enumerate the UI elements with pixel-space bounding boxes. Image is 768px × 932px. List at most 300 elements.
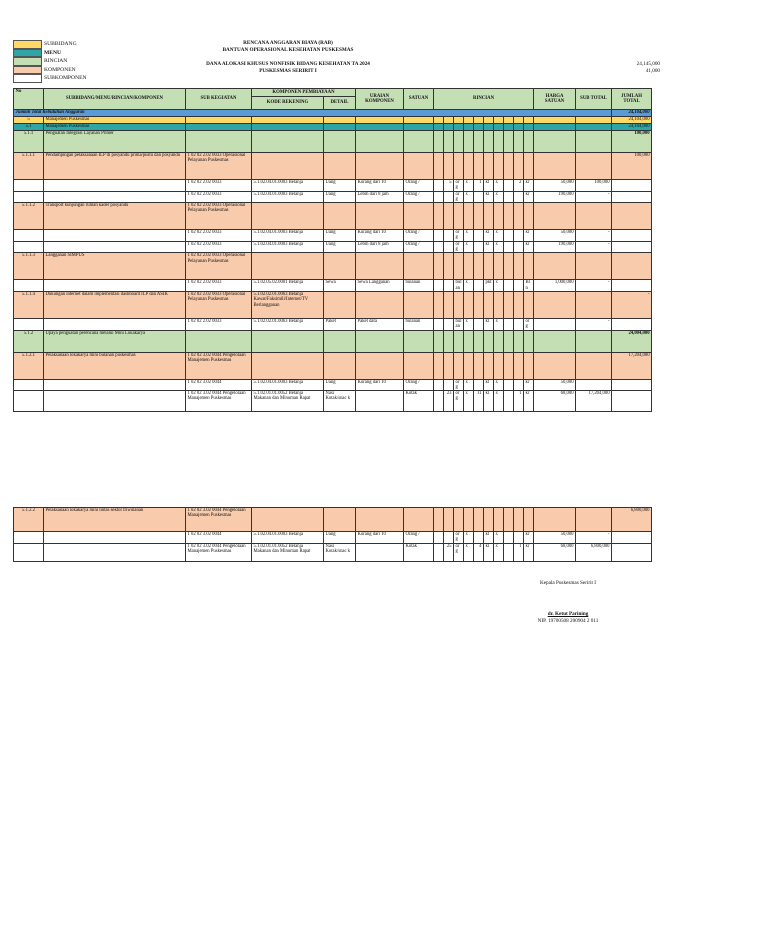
rincian-cell (524, 253, 534, 280)
rincian-cell (504, 131, 514, 153)
uraian-cell: Paket data (356, 318, 404, 330)
rincian-cell (514, 124, 524, 131)
detail-cell (324, 508, 356, 532)
rincian-cell (434, 291, 444, 318)
table-row-komponen (14, 203, 652, 230)
rincian-cell (514, 318, 524, 330)
document-title (168, 40, 408, 54)
rincian-cell (474, 253, 484, 280)
uraian-cell (356, 117, 404, 124)
legend-swatch (13, 74, 42, 83)
sub-kegiatan-cell (186, 131, 252, 153)
row-number: 5.1.1.4 (14, 291, 44, 318)
row-number: 5.1.1 (14, 131, 44, 153)
header-sub-total: SUB TOTAL (576, 89, 612, 110)
rincian-cell (474, 117, 484, 124)
header-satuan: SATUAN (404, 89, 434, 110)
rincian-cell (494, 203, 504, 230)
rincian-cell (444, 124, 454, 131)
satuan-cell: Orang / (404, 191, 434, 203)
row-name (44, 241, 186, 253)
rincian-cell (454, 253, 464, 280)
sub-total-cell: - (576, 191, 612, 203)
rincian-cell (484, 117, 494, 124)
rincian-cell: x (494, 280, 504, 292)
rincian-cell (484, 352, 494, 379)
rincian-cell: 4 (474, 543, 484, 561)
rincian-cell (514, 352, 524, 379)
rincian-cell (514, 203, 524, 230)
color-legend (13, 40, 87, 83)
row-number (14, 391, 44, 412)
rincian-cell (504, 330, 514, 352)
rincian-cell: kr (524, 241, 534, 253)
rincian-cell (444, 153, 454, 180)
jumlah-total-cell (612, 391, 652, 412)
rincian-cell (454, 203, 464, 230)
rincian-cell (444, 508, 454, 532)
header-komponen-pembiayaan: KOMPONEN PEMBIAYAAN (252, 89, 356, 97)
sub-kegiatan-cell: 1 02 02 3.02 0044 Pengelolaan Manajemen Puskesmas (186, 543, 252, 561)
total-label: Jumlah Total Kebutuhan Anggaran (14, 110, 612, 117)
sub-total-cell: - (576, 280, 612, 292)
detail-cell (324, 291, 356, 318)
jumlah-total-cell (612, 379, 652, 391)
rincian-cell (504, 291, 514, 318)
kode-rekening-cell: 5.1.02.01.01.0052 Belanja Makanan dan Minuman Rapat (252, 391, 324, 412)
table-row-sub (14, 230, 652, 242)
detail-cell: Uang (324, 379, 356, 391)
sub-total-cell: 17,204,000 (576, 391, 612, 412)
rincian-cell (504, 117, 514, 124)
harga-satuan-cell: 190,000 (534, 191, 576, 203)
legend-item (13, 40, 87, 49)
rincian-cell (454, 330, 464, 352)
signature-nip: NIP. 19700508 200904 2 011 (537, 618, 599, 624)
row-number: 5.1.1.2 (14, 203, 44, 230)
rincian-cell: x (494, 379, 504, 391)
rincian-cell: kr (524, 180, 534, 192)
sub-kegiatan-cell: 1 02 02 2.02 0033 (186, 280, 252, 292)
rincian-cell: x (494, 230, 504, 242)
sub-kegiatan-cell: 1 02 02 3.02 0044 Pengelolaan Manajemen Puskesmas (186, 391, 252, 412)
rincian-cell (434, 191, 444, 203)
detail-cell: Uang (324, 191, 356, 203)
harga-satuan-cell: 1,000,000 (534, 280, 576, 292)
rincian-cell (474, 124, 484, 131)
rincian-cell (524, 153, 534, 180)
rincian-cell (454, 117, 464, 124)
sub-total-cell: 100,000 (576, 180, 612, 192)
kode-rekening-cell (252, 508, 324, 532)
legend-swatch (13, 66, 42, 75)
table-row-menu (14, 124, 652, 131)
jumlah-total-cell (612, 180, 652, 192)
jumlah-total-cell (612, 241, 652, 253)
rincian-cell (474, 230, 484, 242)
rincian-cell (444, 291, 454, 318)
rincian-cell: kl (484, 241, 494, 253)
rincian-cell (444, 230, 454, 242)
rincian-cell: 23 (444, 391, 454, 412)
title-line-3: DANA ALOKASI KHUSUS NONFISIK BIDANG KESEHATAN TA 2024 (206, 61, 370, 67)
rincian-cell: pkt (484, 280, 494, 292)
row-number: 5.1.1.1 (14, 153, 44, 180)
rincian-cell (494, 330, 504, 352)
kode-rekening-cell: 5.1.02.04.01.0003 Belanja (252, 230, 324, 242)
rincian-cell (454, 153, 464, 180)
rincian-cell (474, 352, 484, 379)
satuan-cell (404, 124, 434, 131)
rincian-cell (434, 180, 444, 192)
rincian-cell (524, 131, 534, 153)
harga-satuan-cell: 68,000 (534, 543, 576, 561)
rincian-cell (444, 352, 454, 379)
sub-kegiatan-cell: 1 02 02 2.02 0033 Operasional Pelayanan Puskesmas (186, 203, 252, 230)
rincian-cell (474, 330, 484, 352)
rincian-cell (474, 153, 484, 180)
kode-rekening-cell (252, 330, 324, 352)
jumlah-total-cell: 6,800,000 (612, 508, 652, 532)
rincian-cell (434, 253, 444, 280)
rincian-cell (464, 203, 474, 230)
uraian-cell (356, 153, 404, 180)
uraian-cell: Kurang dari 10 (356, 532, 404, 544)
rincian-cell (504, 203, 514, 230)
rincian-cell (464, 117, 474, 124)
rincian-cell (514, 117, 524, 124)
harga-satuan-cell (534, 508, 576, 532)
rincian-cell (434, 230, 444, 242)
rincian-cell (464, 253, 474, 280)
legend-swatch (13, 57, 42, 66)
rincian-cell: org (454, 230, 464, 242)
satuan-cell: Kotak (404, 391, 434, 412)
row-number: 5.1.2 (14, 330, 44, 352)
rincian-cell (444, 253, 454, 280)
satuan-cell (404, 153, 434, 180)
summary-values (637, 61, 660, 75)
table-row-sub (14, 241, 652, 253)
legend-label: RINCIAN (44, 58, 68, 65)
harga-satuan-cell (534, 203, 576, 230)
rincian-cell: org (454, 543, 464, 561)
rincian-cell (474, 291, 484, 318)
rincian-cell (474, 241, 484, 253)
rincian-cell: kl (484, 180, 494, 192)
rincian-cell (524, 203, 534, 230)
legend-label: SUBBIDANG (44, 41, 77, 47)
rincian-cell (504, 352, 514, 379)
detail-cell: Paket (324, 318, 356, 330)
jumlah-total-cell: 24,104,000 (612, 117, 652, 124)
table-row-sub (14, 379, 652, 391)
row-name: Langganan SIMPUS (44, 253, 186, 280)
sub-kegiatan-cell (186, 124, 252, 131)
rincian-cell: x (464, 543, 474, 561)
row-name (44, 532, 186, 544)
harga-satuan-cell: 50,000 (534, 379, 576, 391)
table-row-rincian (14, 330, 652, 352)
row-number (14, 230, 44, 242)
rincian-cell (494, 153, 504, 180)
rincian-cell (444, 191, 454, 203)
jumlah-total-cell: 17,204,000 (612, 352, 652, 379)
legend-item (13, 57, 87, 66)
kode-rekening-cell (252, 131, 324, 153)
legend-item (13, 49, 87, 58)
uraian-cell (356, 543, 404, 561)
jumlah-total-cell (612, 191, 652, 203)
rincian-cell: kl (484, 230, 494, 242)
header-uraian: URAIAN KOMPONEN (356, 89, 404, 110)
sub-total-cell (576, 124, 612, 131)
rincian-cell (434, 543, 444, 561)
rincian-cell (514, 291, 524, 318)
satuan-cell: bulanan (404, 318, 434, 330)
title-line-1: RENCANA ANGGARAN BIAYA (RAB) (243, 40, 333, 46)
detail-cell (324, 124, 356, 131)
rincian-cell (434, 379, 444, 391)
sub-total-cell (576, 117, 612, 124)
row-number: 5.1 (14, 124, 44, 131)
satuan-cell: Orang / (404, 379, 434, 391)
header-no: No (14, 89, 44, 110)
harga-satuan-cell: 50,000 (534, 180, 576, 192)
row-name: Pelaksanaan lokakarya mini bulanan puskesmas (44, 352, 186, 379)
sub-kegiatan-cell: 1 02 02 2.02 0033 Operasional Pelayanan Puskesmas (186, 291, 252, 318)
jumlah-total-cell (612, 203, 652, 230)
row-name: Pelaksanaan lokakarya mini lintas sektor triwulanan (44, 508, 186, 532)
kode-rekening-cell (252, 153, 324, 180)
legend-swatch (13, 49, 42, 58)
detail-cell (324, 203, 356, 230)
rincian-cell (444, 280, 454, 292)
rincian-cell (434, 203, 444, 230)
rincian-cell (494, 131, 504, 153)
harga-satuan-cell (534, 124, 576, 131)
harga-satuan-cell (534, 330, 576, 352)
rincian-cell (464, 352, 474, 379)
rincian-cell (464, 153, 474, 180)
rincian-cell: x (464, 241, 474, 253)
rincian-cell (504, 153, 514, 180)
harga-satuan-cell: 68,000 (534, 391, 576, 412)
sub-kegiatan-cell: 1 02 02 2.02 0033 (186, 318, 252, 330)
table-row-sub (14, 532, 652, 544)
rincian-cell (474, 318, 484, 330)
rincian-cell: org (454, 180, 464, 192)
rincian-cell (514, 253, 524, 280)
uraian-cell: Kurang dari 10 (356, 230, 404, 242)
uraian-cell (356, 391, 404, 412)
row-number (14, 532, 44, 544)
satuan-cell (404, 291, 434, 318)
sub-kegiatan-cell: 1 02 02 3.02 0044 Pengelolaan Manajemen Puskesmas (186, 352, 252, 379)
rincian-cell (444, 532, 454, 544)
rincian-cell: 11 (474, 391, 484, 412)
rincian-cell (454, 124, 464, 131)
table-row-sub (14, 180, 652, 192)
sub-total-cell: - (576, 532, 612, 544)
rincian-cell (434, 318, 444, 330)
rincian-cell (484, 124, 494, 131)
uraian-cell: Kurang dari 10 (356, 379, 404, 391)
rincian-cell: x (464, 280, 474, 292)
detail-cell: Uang (324, 230, 356, 242)
table-row-sub (14, 543, 652, 561)
rincian-cell (524, 508, 534, 532)
row-name: Manajemen Puskesmas (44, 124, 186, 131)
detail-cell: Uang (324, 532, 356, 544)
uraian-cell (356, 203, 404, 230)
row-number (14, 318, 44, 330)
rincian-cell: x (494, 180, 504, 192)
rincian-cell (504, 191, 514, 203)
rincian-cell: Bln (524, 280, 534, 292)
header-jumlah-total: JUMLAH TOTAL (612, 89, 652, 110)
kode-rekening-cell: 5.1.02.04.01.0003 Belanja (252, 379, 324, 391)
satuan-cell: Orang / (404, 241, 434, 253)
rincian-cell: 1 (514, 391, 524, 412)
satuan-cell (404, 131, 434, 153)
sub-kegiatan-cell: 1 02 02 2.02 0033 (186, 241, 252, 253)
table-row-komponen (14, 253, 652, 280)
rincian-cell: x (494, 318, 504, 330)
signature-block (498, 580, 638, 625)
row-name: Upaya penguatan perencana melalui Mini Lokakarya (44, 330, 186, 352)
rincian-cell: kr (524, 191, 534, 203)
rincian-cell (514, 191, 524, 203)
rincian-cell: 25 (444, 543, 454, 561)
row-name: Manajemen Puskesmas (44, 117, 186, 124)
rincian-cell (524, 291, 534, 318)
title-line-4: PUSKESMAS SERIRIT I (259, 68, 317, 74)
table-row-total (14, 110, 652, 117)
table-row-sub (14, 280, 652, 292)
sub-total-cell (576, 203, 612, 230)
header-kode-rekening: KODE REKENING (252, 97, 324, 110)
rincian-cell (504, 241, 514, 253)
rincian-cell (514, 241, 524, 253)
table-row-komponen (14, 352, 652, 379)
detail-cell (324, 253, 356, 280)
rincian-cell (524, 124, 534, 131)
rincian-cell (504, 124, 514, 131)
satuan-cell (404, 330, 434, 352)
rincian-cell: x (494, 241, 504, 253)
rincian-cell (494, 291, 504, 318)
rincian-cell (494, 124, 504, 131)
rincian-cell (444, 241, 454, 253)
legend-item (13, 74, 87, 83)
row-number (14, 379, 44, 391)
rincian-cell (454, 352, 464, 379)
kode-rekening-cell (252, 117, 324, 124)
sub-total-cell: - (576, 241, 612, 253)
sub-kegiatan-cell: 1 02 02 3.02 0044 (186, 532, 252, 544)
rincian-cell (464, 330, 474, 352)
uraian-cell: Lebih dari 8 jam (356, 241, 404, 253)
rincian-cell (514, 131, 524, 153)
jumlah-total-cell (612, 318, 652, 330)
kode-rekening-cell: 5.1.02.04.01.0003 Belanja (252, 532, 324, 544)
harga-satuan-cell (534, 131, 576, 153)
signature-name: dr. Ketut Parining (547, 611, 589, 617)
rincian-cell (434, 131, 444, 153)
detail-cell: Uang (324, 180, 356, 192)
sub-total-cell: - (576, 230, 612, 242)
rincian-cell (444, 318, 454, 330)
rincian-cell (504, 543, 514, 561)
sub-total-cell (576, 508, 612, 532)
rincian-cell (484, 253, 494, 280)
harga-satuan-cell (534, 318, 576, 330)
table-row-rincian (14, 131, 652, 153)
rincian-cell (434, 117, 444, 124)
jumlah-total-cell (612, 532, 652, 544)
rincian-cell: kl (484, 318, 494, 330)
total-amount: 24,104,000 (612, 110, 652, 117)
sub-kegiatan-cell (186, 330, 252, 352)
rincian-cell: kr (524, 391, 534, 412)
rincian-cell: org (454, 241, 464, 253)
rincian-cell: org (454, 191, 464, 203)
row-name (44, 230, 186, 242)
rincian-cell (524, 117, 534, 124)
rincian-cell (474, 280, 484, 292)
sub-total-cell: - (576, 318, 612, 330)
rincian-cell: x (494, 532, 504, 544)
detail-cell: Sewa (324, 280, 356, 292)
row-number: 5.1.2.1 (14, 352, 44, 379)
rincian-cell: x (464, 180, 474, 192)
summary-value-1: 24,145,000 (636, 61, 660, 67)
rincian-cell (504, 230, 514, 242)
sub-total-cell (576, 153, 612, 180)
rincian-cell (484, 131, 494, 153)
row-number (14, 180, 44, 192)
rincian-cell (454, 131, 464, 153)
rincian-cell (444, 330, 454, 352)
harga-satuan-cell (534, 117, 576, 124)
rincian-cell (504, 253, 514, 280)
sub-kegiatan-cell (186, 117, 252, 124)
sub-total-cell (576, 379, 612, 391)
detail-cell (324, 117, 356, 124)
kode-rekening-cell: 5.1.02.01.01.0052 Belanja Makanan dan Minuman Rapat (252, 543, 324, 561)
rincian-cell (464, 508, 474, 532)
rincian-cell (434, 153, 444, 180)
kode-rekening-cell (252, 253, 324, 280)
row-name: Dukungan internet dalam implementasi dashboard ILP dan ASIK (44, 291, 186, 318)
table-row-sub (14, 391, 652, 412)
rincian-cell: bulan (455, 280, 462, 291)
rincian-cell: x (464, 379, 474, 391)
detail-cell: Nasi Kotak/snac k (324, 543, 356, 561)
sub-total-cell (576, 291, 612, 318)
satuan-cell (404, 508, 434, 532)
rincian-cell: kr (524, 230, 534, 242)
detail-cell (324, 131, 356, 153)
rincian-cell (474, 203, 484, 230)
rincian-cell (474, 532, 484, 544)
rincian-cell: x (494, 391, 504, 412)
rincian-cell: kl (484, 532, 494, 544)
sub-total-cell: 6,800,000 (576, 543, 612, 561)
rincian-cell (514, 508, 524, 532)
rincian-cell: x (464, 230, 474, 242)
